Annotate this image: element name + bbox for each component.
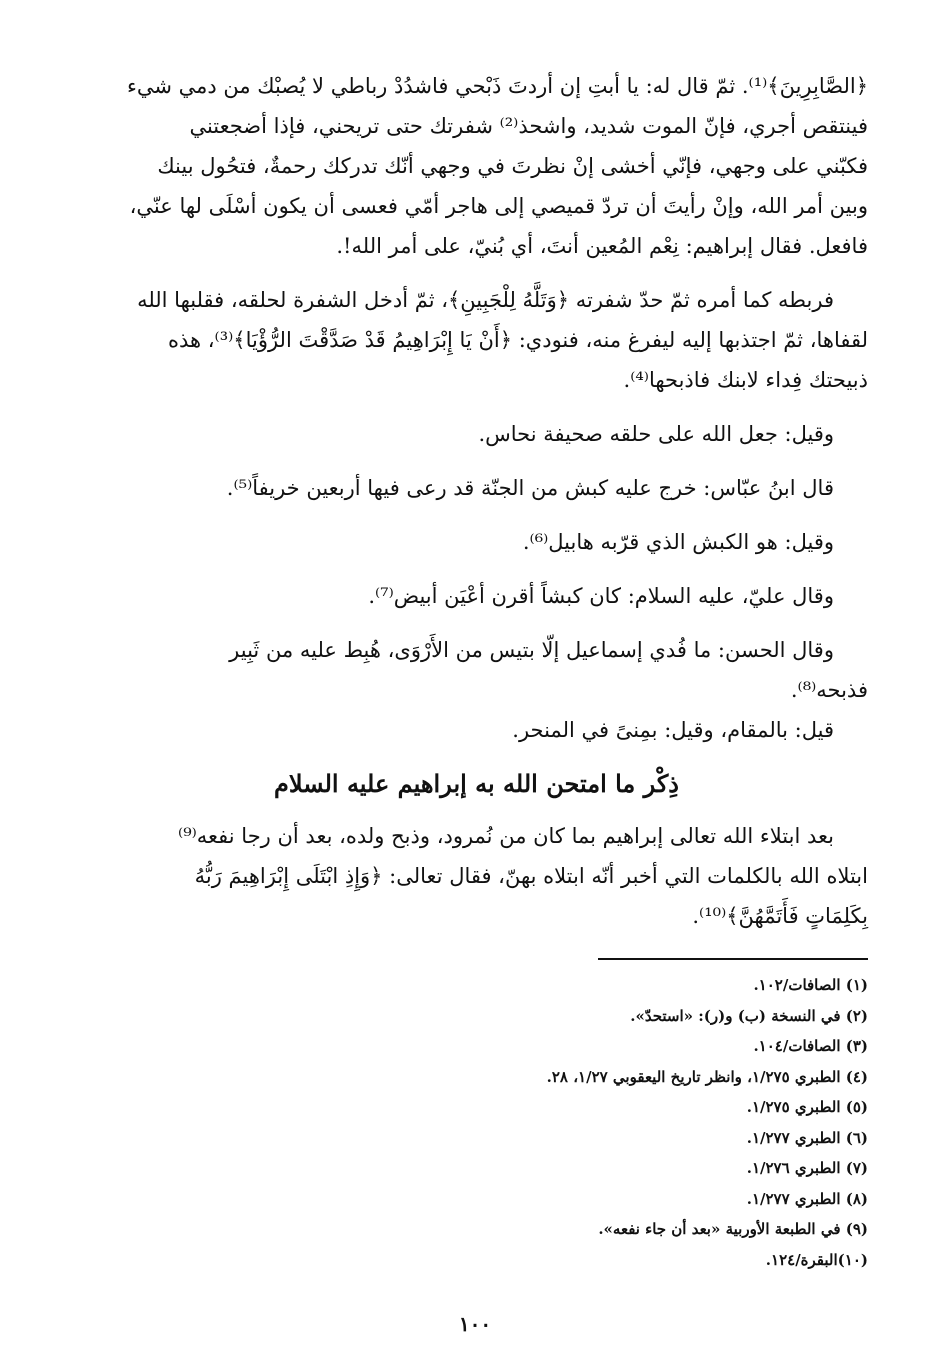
narration-line: قيل: بالمقام، وقيل: بمِنىً في المنحر. — [512, 718, 834, 742]
footnote: (٨) الطبري ١/٢٧٧. — [746, 1189, 868, 1208]
narration-line: وقيل: هو الكبش الذي قرّبه هابيل⁽⁶⁾. — [522, 530, 834, 554]
page-number: ١٠٠ — [458, 1312, 492, 1336]
page-body — [85, 66, 868, 1275]
text-line: ابتلاه الله بالكلمات التي أخبر أنّه ابتلاه بهنّ، فقال تعالى: ﴿وَإِذِ ابْتَلَى إِبْرَاهِيمَ رَبُّهُ — [194, 864, 868, 888]
narration-line: وقيل: جعل الله على حلقه صحيفة نحاس. — [478, 422, 834, 446]
section-heading: ذِكْر ما امتحن الله به إبراهيم عليه السلام — [274, 769, 679, 798]
text-line: بعد ابتلاء الله تعالى إبراهيم بما كان من نُمرود، وذبح ولده، بعد أن رجا نفعه⁽⁹⁾ — [178, 824, 834, 848]
text-line: فربطه كما أمره ثمّ حدّ شفرته ﴿وَتَلَّهُ لِلْجَبِينِ﴾، ثمّ أدخل الشفرة لحلقه، فقلبها الله — [137, 288, 834, 312]
paragraph-3 — [85, 816, 868, 936]
text-line: فافعل. فقال إبراهيم: نِعْم المُعين أنتَ، أي بُنيّ، على أمر الله!. — [336, 234, 868, 258]
narrations-block — [85, 414, 868, 750]
paragraph-1 — [85, 66, 868, 266]
narration-line-continued: فذبحه⁽⁸⁾. — [790, 678, 868, 702]
footnote: (٣) الصافات/١٠٤. — [753, 1037, 868, 1055]
text-line: ذبيحتك فِداء لابنك فاذبحها⁽⁴⁾. — [623, 368, 868, 392]
footnotes-list — [85, 970, 868, 1275]
footnote: (٧) الطبري ١/٢٧٦. — [746, 1159, 868, 1177]
text-line: بِكَلِمَاتٍ فَأَتَمَّهُنَّ﴾⁽¹⁰⁾. — [692, 904, 868, 928]
footnote: (١) الصافات/١٠٢. — [753, 976, 868, 994]
footnote: (٥) الطبري ١/٢٧٥. — [746, 1098, 868, 1116]
text-line: ﴿الصَّابِرِينَ﴾⁽¹⁾. ثمّ قال له: يا أبتِ إن أردتَ ذَبْحي فاشدُدْ رباطي لا يُصبْك من دمي شيء — [126, 74, 868, 98]
narration-line: وقال عليّ، عليه السلام: كان كبشاً أقرن أعْيَن أبيض⁽⁷⁾. — [368, 584, 834, 608]
text-line: لقفاها، ثمّ اجتذبها إليه ليفرغ منه، فنودي: ﴿أَنْ يَا إِبْرَاهِيمُ قَدْ صَدَّقْتَ الرُّؤْيَا﴾⁽³⁾، هذه — [167, 328, 868, 352]
footnote: (٢) في النسخة (ب) و(ر): «استحدّ». — [630, 1006, 868, 1025]
footnote: (٩) في الطبعة الأوربية «بعد أن جاء نفعه». — [598, 1220, 868, 1238]
narration-line: وقال الحسن: ما فُدي إسماعيل إلّا بتيس من الأَرْوَى، هُبِط عليه من ثَبِير — [229, 638, 834, 662]
narration-line: قال ابنُ عبّاس: خرج عليه كبش من الجنّة قد رعى فيها أربعين خريفاً⁽⁵⁾. — [226, 476, 834, 500]
text-line: فينتقص أجري، فإنّ الموت شديد، واشحذ⁽²⁾ شفرتك حتى تريحني، فإذا أضجعتني — [189, 114, 868, 138]
footnote-separator — [598, 958, 868, 960]
footnote: (٦) الطبري ١/٢٧٧. — [746, 1128, 868, 1147]
text-line: وبين أمر الله، وإنْ رأيتَ أن تردّ قميصي إلى هاجر أمّي فعسى أن يكون أسْلَى لها عنّي، — [129, 194, 868, 218]
paragraph-2 — [85, 280, 868, 400]
footnote: (١٠)البقرة/١٢٤. — [765, 1250, 868, 1269]
text-line: فكبّني على وجهي، فإنّي أخشى إنْ نظرتَ في وجهي أنّك تدركك رحمةٌ، فتحُول بينك — [157, 154, 868, 178]
footnote: (٤) الطبري ١/٢٧٥، وانظر تاريخ اليعقوبي ١/٢٧، ٢٨. — [546, 1067, 868, 1086]
